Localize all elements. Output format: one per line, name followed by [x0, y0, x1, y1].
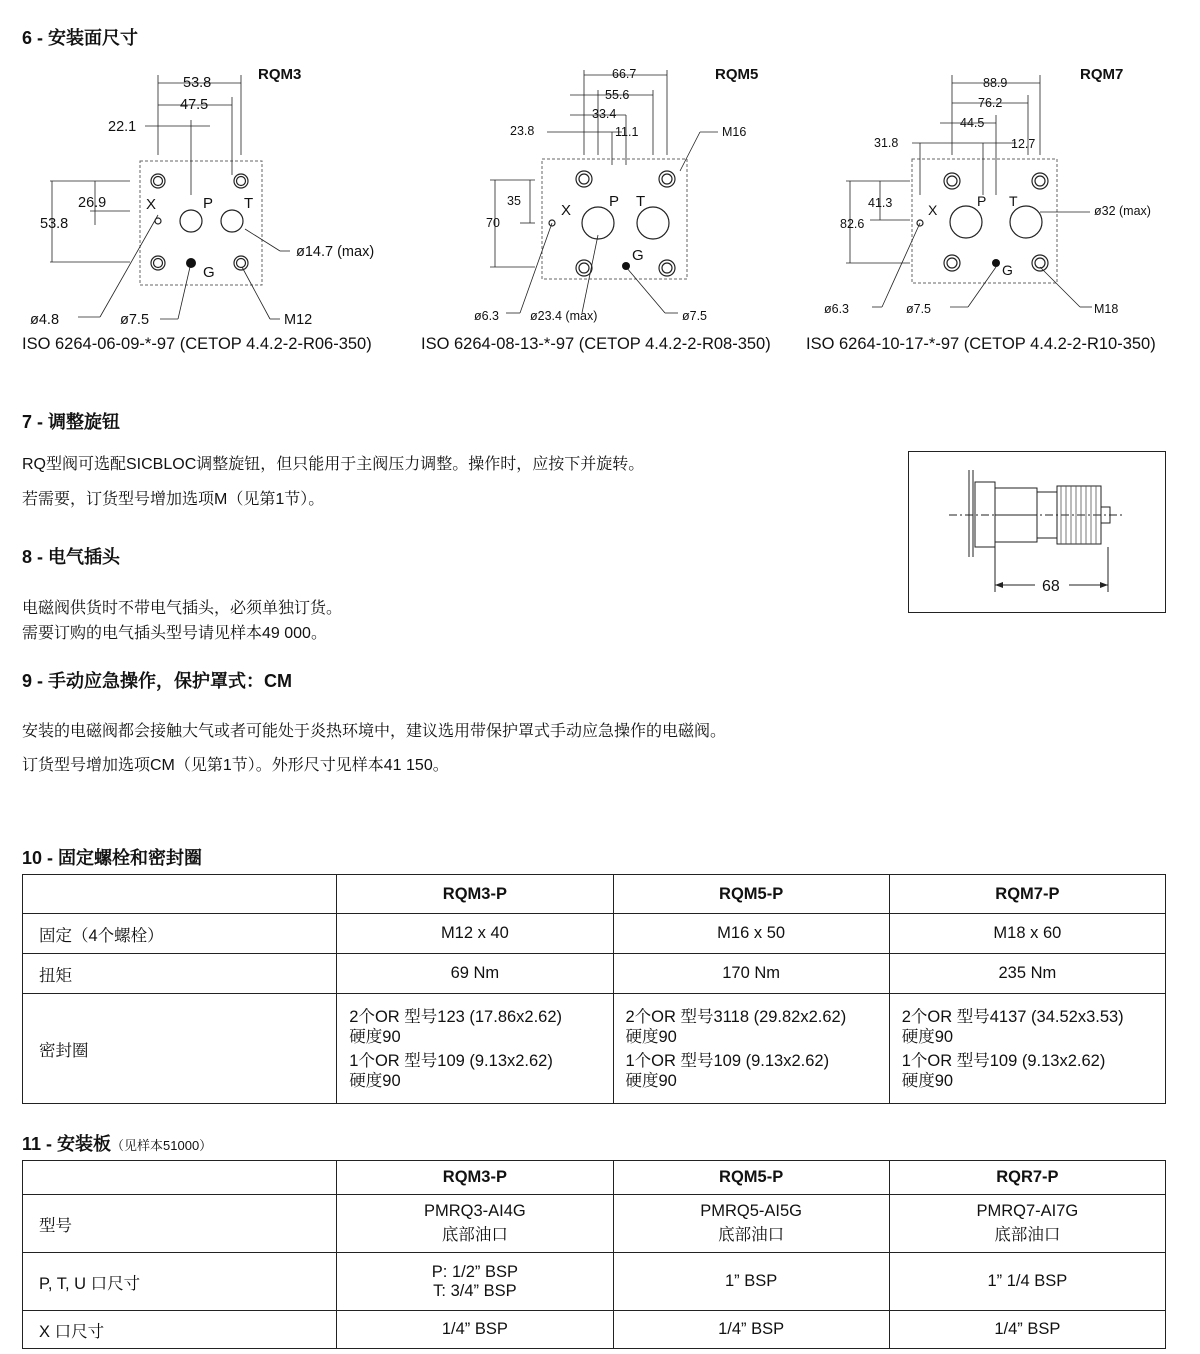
model-note: 底部油口 [718, 1226, 785, 1244]
table-row [23, 1311, 1166, 1349]
header-cell: RQM5-P [613, 875, 889, 914]
rqm5-dim-11.1: 11.1 [615, 125, 639, 139]
table-cell: M16 x 50 [613, 914, 889, 954]
rqm3-mounting-drawing [0, 55, 400, 335]
seal-line: 硬度90 [625, 1027, 677, 1046]
seal-line: 1个OR 型号109 (9.13x2.62) [901, 1051, 1106, 1070]
seal-line: 硬度90 [349, 1071, 401, 1090]
rqm5-title: RQM5 [715, 66, 759, 83]
section-11-title [22, 1130, 212, 1156]
table-row [23, 954, 1166, 994]
rqm7-dim-12.7: 12.7 [1011, 137, 1036, 151]
section-9-title: 9 - 手动应急操作，保护罩式：CM [22, 671, 292, 691]
rqm5-dim-33.4: 33.4 [592, 107, 617, 121]
table-cell: M12 x 40 [337, 914, 613, 954]
adjustment-knob-figure [908, 451, 1166, 613]
rqm3-callout-bolt: M12 [284, 312, 313, 328]
rqm3-caption: ISO 6264-06-09-*-97 (CETOP 4.4.2-2-R06-350) [22, 335, 372, 353]
row-label: 固定（4个螺栓） [23, 914, 337, 954]
row-label: X 口尺寸 [23, 1311, 337, 1349]
rqm5-dim-55.6: 55.6 [605, 88, 630, 102]
rqm3-callout-port-dia: ø14.7 (max) [296, 244, 375, 260]
mounting-plate-table [22, 1160, 1166, 1349]
rqm7-callout-port-dia: ø32 (max) [1094, 204, 1151, 218]
rqm3-title: RQM3 [258, 66, 302, 83]
section-9-text-2: 订货型号增加选项CM（见第1节）。外形尺寸见样本41 150。 [22, 757, 449, 774]
rqm5-callout-port-dia: ø23.4 (max) [530, 309, 598, 323]
table-cell [613, 994, 889, 1104]
row-label: P, T, U 口尺寸 [23, 1253, 337, 1311]
header-cell: RQM3-P [337, 1161, 613, 1195]
model-code: PMRQ5-AI5G [700, 1202, 802, 1220]
seal-line: 硬度90 [349, 1027, 401, 1046]
section-7-text-1: RQ型阀可选配SICBLOC调整旋钮，但只能用于主阀压力调整。操作时，应按下并旋转。 [22, 456, 645, 473]
rqm7-dim-76.2: 76.2 [978, 96, 1003, 110]
table-row [23, 914, 1166, 954]
rqm3-dim-47.5: 47.5 [180, 97, 209, 113]
table-row [23, 1195, 1166, 1253]
section-7-title: 7 - 调整旋钮 [22, 412, 121, 432]
rqm5-mounting-drawing [400, 55, 800, 335]
port-size: P: 1/2” BSP [431, 1262, 518, 1281]
table-row [23, 1253, 1166, 1311]
rqm7-dim-44.5: 44.5 [960, 116, 985, 130]
table-cell [889, 994, 1165, 1104]
rqm5-port-t: T [636, 193, 646, 210]
table-cell: 170 Nm [613, 954, 889, 994]
table-cell [337, 994, 613, 1104]
rqm7-callout-g-dia: ø7.5 [906, 302, 932, 316]
seal-line: 2个OR 型号123 (17.86x2.62) [349, 1007, 563, 1026]
rqm5-port-x: X [561, 202, 572, 219]
rqm7-caption: ISO 6264-10-17-*-97 (CETOP 4.4.2-2-R10-350) [806, 335, 1156, 353]
table-header-row [23, 1161, 1166, 1195]
rqm5-callout-x-dia: ø6.3 [474, 309, 500, 323]
table-row [23, 994, 1166, 1104]
table-cell [889, 1195, 1165, 1253]
seal-line: 硬度90 [901, 1027, 954, 1046]
rqm7-title: RQM7 [1080, 66, 1124, 83]
section-7-text-2: 若需要，订货型号增加选项M（见第1节）。 [22, 491, 325, 508]
rqm7-port-x: X [928, 202, 938, 218]
seal-line: 硬度90 [625, 1071, 677, 1090]
rqm3-port-x: X [146, 196, 157, 213]
rqm5-dim-23.8: 23.8 [510, 124, 535, 138]
rqm7-dim-31.8: 31.8 [874, 136, 899, 150]
rqm3-dim-53.8: 53.8 [183, 75, 212, 91]
rqm3-callout-g-dia: ø7.5 [120, 312, 150, 328]
seal-line: 2个OR 型号4137 (34.52x3.53) [901, 1007, 1124, 1026]
rqm5-dim-35: 35 [507, 194, 521, 208]
header-cell: RQM3-P [337, 875, 613, 914]
section-8-text-2: 需要订购的电气插头型号请见样本49 000。 [22, 625, 327, 642]
rqm7-dim-88.9: 88.9 [983, 76, 1008, 90]
header-cell [23, 1161, 337, 1195]
table-cell [613, 1195, 889, 1253]
table-cell [337, 1195, 613, 1253]
table-cell: 1/4” BSP [337, 1311, 613, 1349]
table-cell: 69 Nm [337, 954, 613, 994]
header-cell: RQR7-P [889, 1161, 1165, 1195]
rqm5-caption: ISO 6264-08-13-*-97 (CETOP 4.4.2-2-R08-350) [421, 335, 771, 353]
row-label: 扭矩 [23, 954, 337, 994]
table-cell: M18 x 60 [889, 914, 1165, 954]
model-code: PMRQ7-AI7G [976, 1202, 1079, 1220]
model-note: 底部油口 [994, 1226, 1061, 1244]
table-header-row [23, 875, 1166, 914]
rqm7-port-p: P [977, 193, 987, 209]
table-cell: 1/4” BSP [889, 1311, 1165, 1349]
port-size: T: 3/4” BSP [433, 1281, 517, 1300]
rqm5-port-p: P [609, 193, 620, 210]
rqm3-dim-22.1: 22.1 [108, 119, 137, 135]
seal-line: 2个OR 型号3118 (29.82x2.62) [625, 1007, 847, 1026]
table-cell [337, 1253, 613, 1311]
rqm3-port-p: P [203, 195, 214, 212]
row-label: 型号 [23, 1195, 337, 1253]
section-11-title-note: （见样本51000） [111, 1138, 213, 1153]
seal-line: 硬度90 [901, 1071, 954, 1090]
seal-line: 1个OR 型号109 (9.13x2.62) [625, 1051, 830, 1070]
table-cell: 1” 1/4 BSP [889, 1253, 1165, 1311]
table-cell: 1/4” BSP [613, 1311, 889, 1349]
section-11-title-text: 11 - 安装板 [22, 1134, 112, 1154]
seal-line: 1个OR 型号109 (9.13x2.62) [349, 1051, 553, 1070]
section-9-text-1: 安装的电磁阀都会接触大气或者可能处于炎热环境中，建议选用带保护罩式手动应急操作的电磁阀。 [22, 723, 727, 740]
table-cell: 235 Nm [889, 954, 1165, 994]
rqm7-port-g: G [1002, 262, 1013, 278]
section-8-text-1: 电磁阀供货时不带电气插头，必须单独订货。 [22, 600, 343, 617]
rqm5-callout-bolt: M16 [722, 125, 747, 139]
header-cell: RQM5-P [613, 1161, 889, 1195]
rqm7-dim-41.3: 41.3 [868, 196, 893, 210]
model-note: 底部油口 [441, 1226, 508, 1244]
rqm3-callout-x-dia: ø4.8 [30, 312, 60, 328]
section-8-title: 8 - 电气插头 [22, 547, 121, 567]
section-6-title: 6 - 安装面尺寸 [22, 28, 139, 48]
section-10-title: 10 - 固定螺栓和密封圈 [22, 848, 203, 868]
row-label: 密封圈 [23, 994, 337, 1104]
rqm5-dim-66.7: 66.7 [612, 67, 637, 81]
rqm3-port-g: G [203, 264, 215, 281]
rqm3-dim-26.9: 26.9 [78, 195, 107, 211]
header-cell [23, 875, 337, 914]
rqm7-port-t: T [1009, 193, 1018, 209]
header-cell: RQM7-P [889, 875, 1165, 914]
rqm7-callout-x-dia: ø6.3 [824, 302, 850, 316]
model-code: PMRQ3-AI4G [423, 1202, 526, 1220]
rqm5-dim-70: 70 [486, 216, 500, 230]
rqm5-port-g: G [632, 247, 644, 264]
rqm7-mounting-drawing [800, 55, 1200, 335]
rqm5-callout-g-dia: ø7.5 [682, 309, 708, 323]
knob-dim-68: 68 [1042, 578, 1060, 595]
table-cell: 1” BSP [613, 1253, 889, 1311]
rqm3-port-t: T [244, 195, 254, 212]
rqm3-dim-53.8-v: 53.8 [40, 216, 69, 232]
bolts-seals-table [22, 874, 1166, 1104]
rqm7-callout-bolt: M18 [1094, 302, 1119, 316]
rqm7-dim-82.6: 82.6 [840, 217, 865, 231]
